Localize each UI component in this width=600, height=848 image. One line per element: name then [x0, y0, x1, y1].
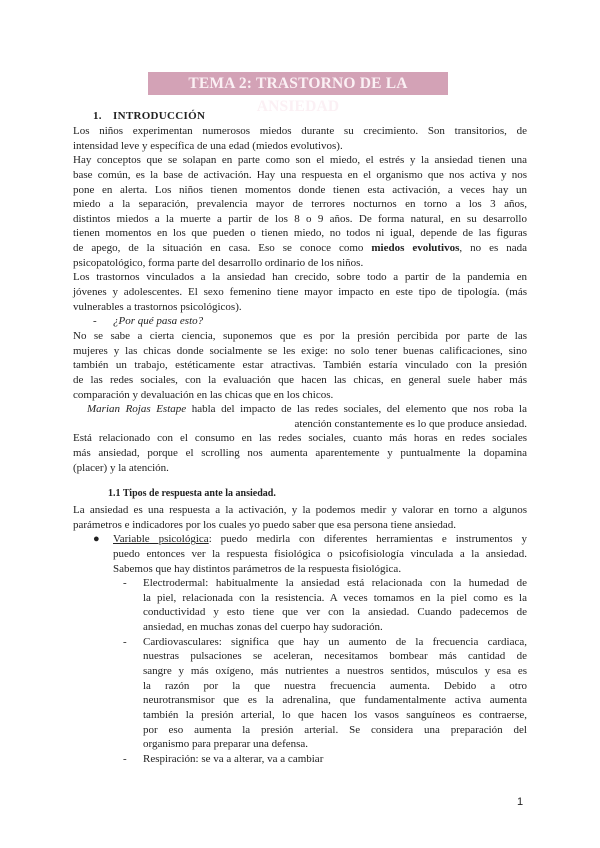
text-line	[73, 358, 527, 373]
text-segment: tienen momentos en los que pueden o tienen miedo, no todos ni igual, depende de las figuras	[73, 227, 527, 240]
text-line	[73, 373, 527, 388]
list-item-line	[123, 635, 527, 650]
text-line	[73, 153, 527, 168]
text-segment: Respiración: se va a alterar, va a cambiar	[143, 752, 324, 765]
text-segment: parámetros e indicadores por los cuales yo puedo saber que esa persona tiene ansiedad.	[73, 518, 457, 531]
text-segment: pone en alerta. Los niños tienen momentos donde tienen esta activación, a veces hay un	[73, 183, 527, 196]
text-segment: distintos miedos a la muerte a partir de los 8 o 9 años. De forma natural, en su desarrollo	[73, 212, 527, 225]
text-segment: la razón por la que nuestra frecuencia aumenta. Debido a otro	[143, 679, 527, 692]
text-segment: No se sabe a cierta ciencia, suponemos que es por la presión percibida por parte de las	[73, 329, 527, 342]
text-line	[143, 737, 527, 752]
text-line	[73, 344, 527, 359]
text-segment: ansiedad, en muchas zonas del cuerpo hay sudoración.	[143, 621, 383, 634]
text-line	[143, 723, 527, 738]
text-segment: jóvenes y adolescentes. El sexo femenino tiene mayor impacto en este tipo de tipología. (más	[73, 286, 527, 299]
dash-marker: -	[93, 315, 97, 328]
text-line	[73, 256, 527, 271]
text-segment: también la presión arterial, lo que hacen los vasos sanguíneos es contraerse,	[143, 708, 527, 721]
text-line	[73, 270, 527, 285]
text-line	[143, 649, 527, 664]
list-item-line	[123, 576, 527, 591]
bullet-icon: ●	[93, 533, 100, 546]
text-segment: organismo para preparar una defensa.	[143, 738, 309, 751]
underlined-term: Variable psicológica	[113, 533, 209, 546]
text-segment: vulnerables a trastornos psicológicos).	[73, 300, 242, 313]
subsection-heading: 1.1 Tipos de respuesta ante la ansiedad.	[108, 488, 276, 499]
section-number: 1.	[93, 110, 102, 122]
text-segment: base común, es la base de activación. Hay una respuesta en el organismo que nos activa y nos	[73, 168, 527, 181]
list-item-line	[93, 314, 527, 329]
text-line	[73, 183, 527, 198]
text-segment: más ansiedad, porque el scrolling nos aumenta aparentemente y puntualmente la dopamina	[73, 447, 527, 460]
text-segment: neurotransmisor que es la adrenalina, que fundamentalmente activa aumenta	[143, 694, 527, 707]
text-line	[113, 562, 527, 577]
text-segment: Electrodermal: habitualmente la ansiedad está relacionada con la humedad de	[143, 577, 527, 590]
text-segment: intensidad leve y específica de una edad (miedos evolutivos).	[73, 139, 343, 152]
text-segment: (placer) y la atención.	[73, 461, 169, 474]
text-segment: Los niños experimentan numerosos miedos durante su crecimiento. Son transitorios, de	[73, 125, 527, 137]
text-segment: , no es nada	[459, 242, 527, 255]
text-line	[73, 241, 527, 256]
section-title: INTRODUCCIÓN	[113, 110, 206, 122]
text-segment: comparación y devaluación en las chicas que en los chicos.	[73, 388, 334, 401]
text-line	[143, 679, 527, 694]
text-line	[73, 139, 527, 154]
dash-marker: -	[123, 577, 127, 590]
text-segment: Los trastornos vinculados a la ansiedad han crecido, sobre todo a partir de la pandemia en	[73, 271, 527, 284]
text-segment: habla del impacto de las redes sociales, del elemento que nos roba la	[186, 403, 527, 416]
text-line	[143, 605, 527, 620]
response-types-body	[73, 503, 527, 767]
text-line	[73, 446, 527, 461]
text-line	[143, 591, 527, 606]
text-segment: por eso aumenta la presión arterial. Se considera una preparación del	[143, 723, 527, 736]
text-segment: psicopatológico, forma parte del desarrollo ordinario de los niños.	[73, 256, 364, 269]
italic-text: ¿Por qué pasa esto?	[113, 315, 204, 328]
page-number: 1	[517, 796, 524, 808]
text-line	[143, 708, 527, 723]
text-segment: mujeres y las chicas donde socialmente se les exige: no solo tener buenas calificaciones, sino	[73, 344, 527, 357]
text-line	[143, 693, 527, 708]
text-line	[73, 300, 527, 315]
document-title-banner: TEMA 2: TRASTORNO DE LA ANSIEDAD	[148, 72, 448, 95]
text-segment: : puedo medirla con diferentes herramientas e instrumentos y	[208, 533, 527, 546]
text-segment: sangre y más oxígeno, más nutrientes a nuestros sentidos, músculos y esa es	[143, 665, 527, 678]
introduction-body	[73, 124, 527, 475]
text-segment: la piel, relacionada con la resistencia. A veces tomamos en la piel como es la	[143, 591, 527, 604]
italic-text: Marian Rojas Estape	[87, 403, 187, 416]
text-segment: Está relacionado con el consumo en las redes sociales, cuanto más horas en redes sociales	[73, 432, 527, 445]
text-line	[73, 329, 527, 344]
text-segment: nuestras pulsaciones se aceleran, necesitamos bombear más cantidad de	[143, 650, 527, 663]
text-line	[73, 431, 527, 446]
text-segment: miedo a la separación, prevalencia mayor de terrores nocturnos en torno a los 3 años,	[73, 198, 527, 211]
text-line	[143, 620, 527, 635]
text-line	[73, 197, 527, 212]
text-segment: puedo entonces ver la respuesta fisiológica o psicofisiología vinculada a la ansiedad.	[113, 547, 527, 560]
text-line	[73, 285, 527, 300]
text-line	[73, 518, 527, 533]
text-line	[73, 124, 527, 139]
text-line	[73, 461, 527, 476]
text-segment: también un trabajo, estéticamente estar atractivas. También estaría vinculado con la presión	[73, 359, 527, 372]
text-line	[73, 503, 527, 518]
text-line	[73, 212, 527, 227]
list-item-line	[123, 752, 527, 767]
text-segment: de apego, de la situación en casa. Eso se conoce como	[73, 242, 372, 255]
text-line	[73, 168, 527, 183]
dash-marker: -	[123, 635, 127, 648]
text-segment: La ansiedad es una respuesta a la activación, y la podemos medir y valorar en torno a algunos	[73, 504, 527, 516]
text-segment: Sabemos que hay distintos parámetros de la respuesta fisiológica.	[113, 562, 402, 575]
bold-term: miedos evolutivos	[371, 242, 460, 255]
text-segment: conductividad y esto tiene que ver con la ansiedad. Cuando padecemos de	[143, 606, 527, 619]
text-line	[113, 547, 527, 562]
dash-marker: -	[123, 752, 127, 765]
text-segment: Hay conceptos que se solapan en parte como son el miedo, el estrés y la ansiedad tienen una	[73, 154, 527, 167]
text-segment: atención constantemente es lo que produce ansiedad.	[294, 417, 527, 430]
list-item-line	[93, 532, 527, 547]
text-segment: Cardiovasculares: significa que hay un aumento de la frecuencia cardiaca,	[143, 635, 527, 648]
text-line	[73, 388, 527, 403]
text-line	[73, 402, 527, 417]
section-heading-introduccion	[93, 110, 205, 122]
text-line	[73, 226, 527, 241]
text-line	[73, 417, 527, 432]
text-segment: de las redes sociales, con la evaluación que hacen las chicas, en general suele haber más	[73, 373, 527, 386]
text-line	[143, 664, 527, 679]
